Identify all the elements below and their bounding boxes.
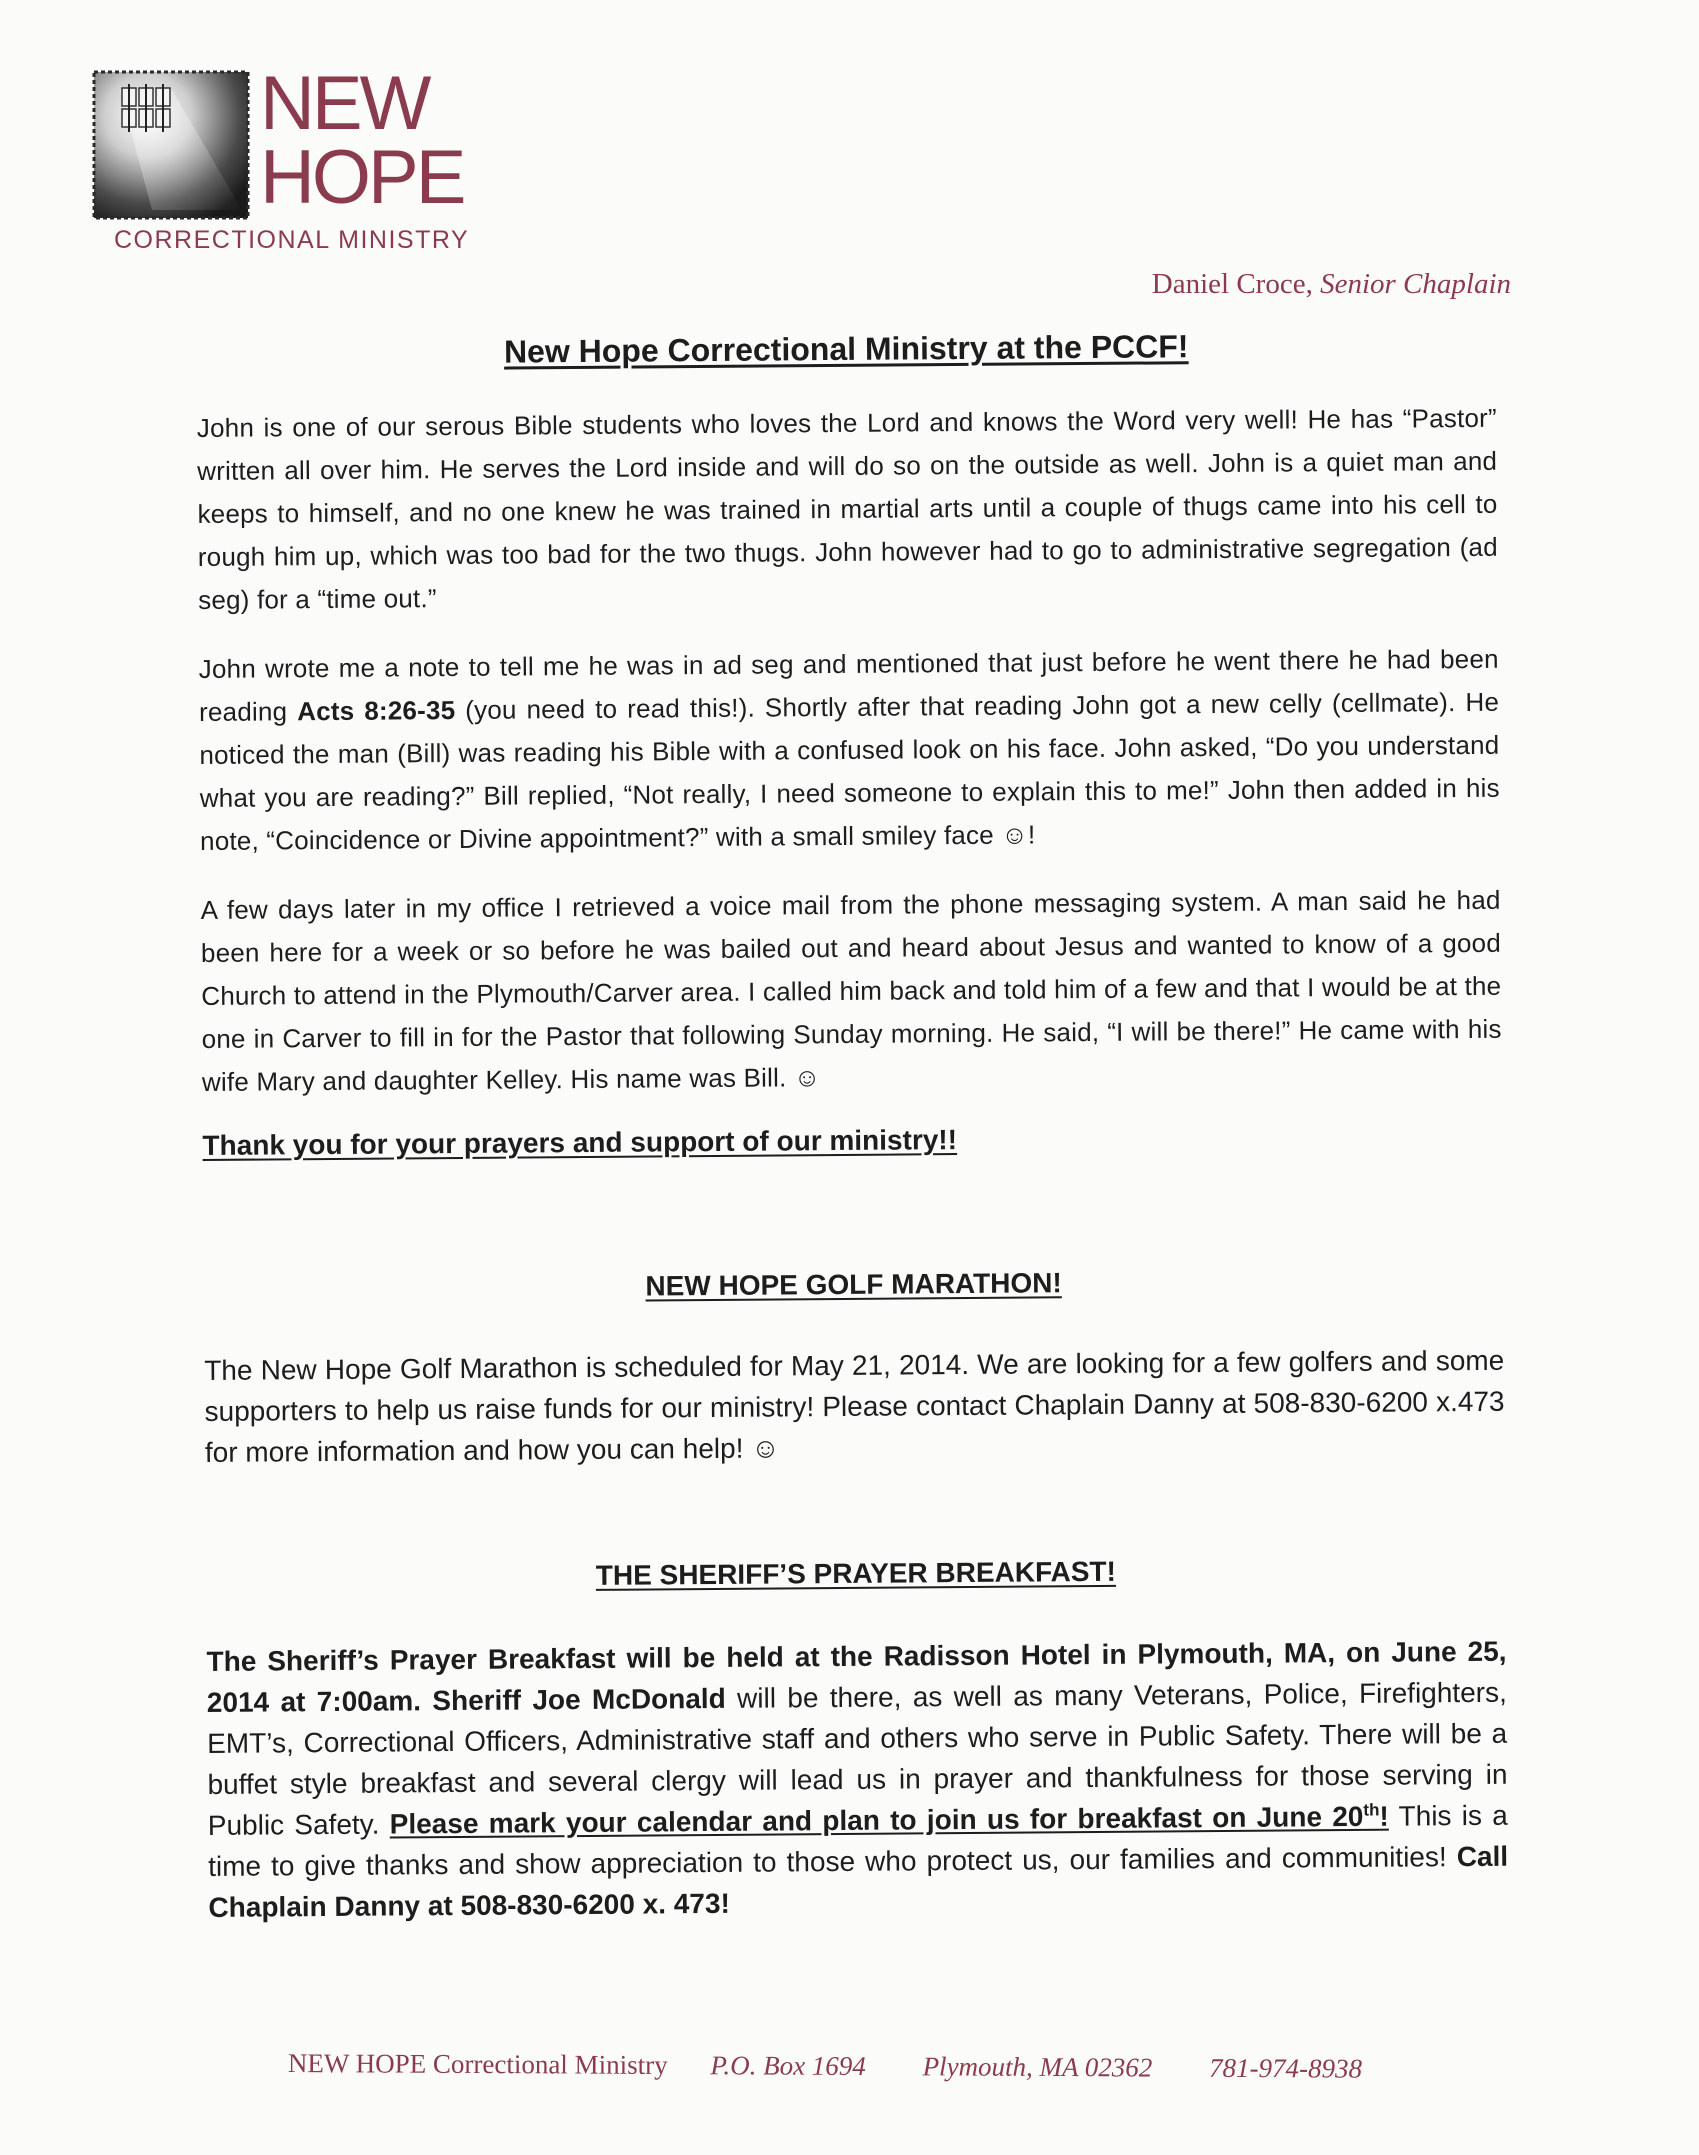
logo-word-hope: HOPE	[260, 135, 464, 220]
footer-org: NEW HOPE Correctional Ministry	[287, 2048, 668, 2080]
breakfast-heading: THE SHERIFF’S PRAYER BREAKFAST!	[595, 1555, 1117, 1591]
letter-content	[196, 310, 1509, 1956]
logo-word-new: NEW	[260, 61, 429, 146]
breakfast-cta-sup: th	[1363, 1800, 1380, 1820]
ministry-logo	[92, 61, 492, 256]
breakfast-text-2: This is a time to give thanks and show appreciation to those who protect us, our families and communities!	[208, 1799, 1508, 1882]
golf-paragraph: The New Hope Golf Marathon is scheduled for May 21, 2014. We are looking for a few golfers and some supporters to help us raise funds for our ministry! Please contact Chaplain Danny at 508-830-6200 x.473 for more information and how you can help! ☺	[204, 1344, 1505, 1468]
p2-text-b: (you need to read this!). Shortly after that reading John got a new celly (cellmate). He noticed the man (Bill) was reading his Bible with a confused look on his face. John asked, “Do you understand what you are reading?” Bill replied, “Not really, I need someone to explain this to me!” John then added in his note, “Coincidence or Divine appointment?” with a small smiley face ☺!	[199, 686, 1500, 856]
footer-phone: 781-974-8938	[1209, 2052, 1363, 2084]
breakfast-text-1: will be there, as well as many Veterans, Police, Firefighters, EMT’s, Correctional Officers, Administrative staff and others who serve in Public Safety. There will be a buffet style breakfast and several clergy will lead us in prayer and thankfulness for those serving in Public Safety.	[207, 1676, 1508, 1841]
footer-city: Plymouth, MA 02362	[922, 2051, 1153, 2083]
breakfast-call-to-action	[390, 1801, 1389, 1840]
page-title: New Hope Correctional Ministry at the PCCF!	[503, 328, 1189, 370]
prison-window-logo-icon	[92, 70, 250, 220]
breakfast-paragraph	[206, 1631, 1508, 1928]
breakfast-cta-end: !	[1379, 1800, 1389, 1832]
p2-text-a: John wrote me a note to tell me he was in ad seg and mentioned that just before he went there he had been reading	[198, 643, 1499, 727]
breakfast-contact: Call Chaplain Danny at 508-830-6200 x. 473!	[208, 1840, 1509, 1923]
paragraph-john-intro: John is one of our serous Bible students who loves the Lord and knows the Word very well! He has “Pastor” written all over him. He serves the Lord inside and will do so on the outside as well. John is a quiet man and keeps to himself, and no one knew he was trained in martial arts until a couple of thugs came into his cell to rough him up, which was too bad for the two thugs. John however had to go to administrative segregation (ad seg) for a “time out.”	[196, 402, 1498, 615]
chaplain-byline	[1152, 268, 1511, 301]
golf-heading: NEW HOPE GOLF MARATHON!	[645, 1267, 1062, 1302]
paragraph-john-note	[199, 638, 1501, 863]
paragraph-voice-mail: A few days later in my office I retrieved a voice mail from the phone messaging system. A man said he had been here for a week or so before he was bailed out and heard about Jesus and wanted to know of a good Church to attend in the Plymouth/Carver area. I called him back and told him of a few and that I would be at the one in Carver to fill in for the Pastor that following Sunday morning. He said, “I will be there!” He came with his wife Mary and daughter Kelley. His name was Bill. ☺	[200, 884, 1502, 1097]
footer-po-box: P.O. Box 1694	[710, 2050, 866, 2082]
chaplain-title: Senior Chaplain	[1320, 268, 1511, 300]
logo-subtitle: CORRECTIONAL MINISTRY	[114, 226, 470, 254]
thank-you-line: Thank you for your prayers and support of our ministry!!	[202, 1124, 958, 1161]
chaplain-name: Daniel Croce,	[1151, 268, 1313, 300]
breakfast-bold-intro: The Sheriff’s Prayer Breakfast will be held at the Radisson Hotel in Plymouth, MA, on June 25, 2014 at 7:00am. Sheriff Joe McDonald	[206, 1635, 1507, 1718]
breakfast-cta-text: Please mark your calendar and plan to join us for breakfast on June 20	[389, 1800, 1364, 1840]
scripture-reference: Acts 8:26-35	[297, 694, 456, 727]
letterhead-footer	[288, 2048, 1488, 2085]
